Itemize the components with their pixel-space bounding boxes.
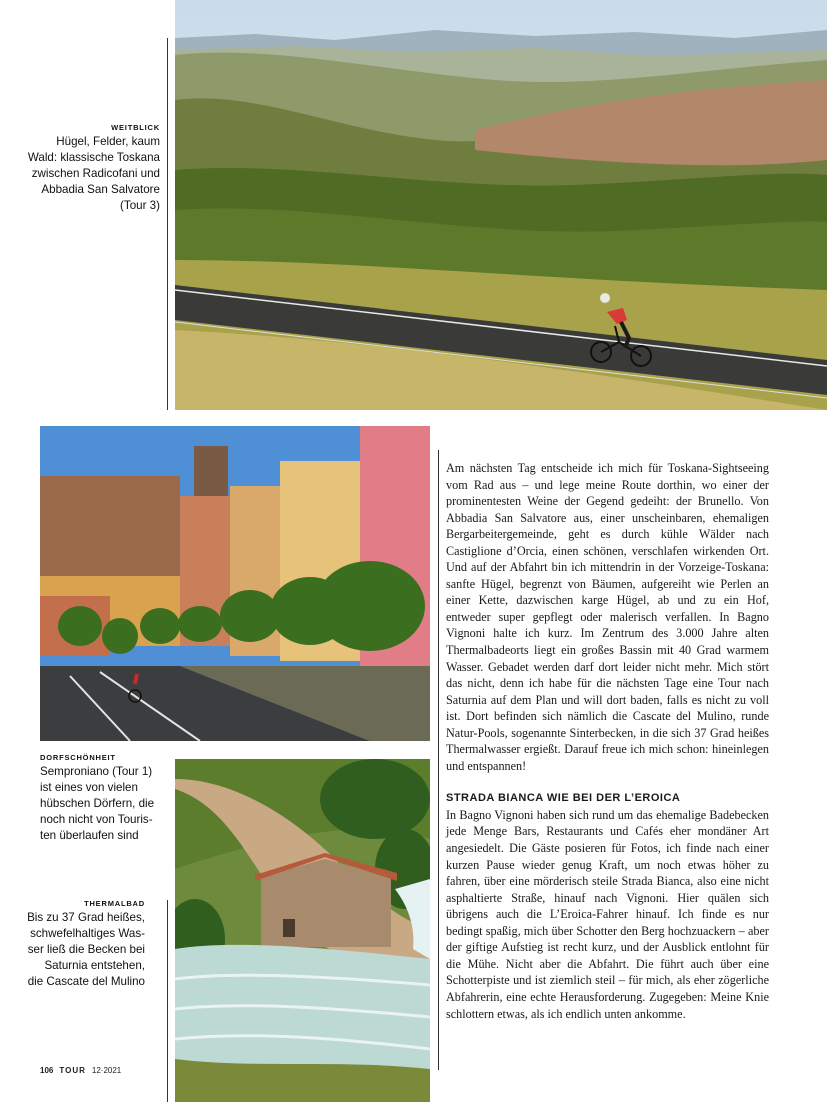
caption-line: Bis zu 37 Grad heißes, (27, 911, 145, 924)
caption-label: THERMALBAD (84, 899, 145, 908)
issue-date: 12·2021 (91, 1066, 122, 1075)
caption-line: ten überlaufen sind (40, 829, 139, 842)
caption-rule-weitblick (167, 38, 168, 410)
caption-label: WEITBLICK (111, 123, 160, 132)
article-paragraph: Am nächsten Tag entscheide ich mich für Toskana-Sightseeing vom Rad aus – und lege meine Route dorthin, wo einer der prominentesten Weine der Gegend gedeiht: der Brunello. Von Abbadia San Salvatore aus, einer unscheinbaren, ehemaligen Bergarbeitergemeinde, geht es durch kühle Wälder nach Castiglione d’Orcia, einen schönen, verschlafen wirkenden Ort. Und auf der Abfahrt bin ich mittendrin in der Vorzeige-Toskana: sanfte Hügel, begrenzt von Bäumen, aufgereiht wie Perlen an einer Kette, dazwischen karge Hügel, ab und zu ein Hof, entweder super gepflegt oder malerisch verfallen. In Bagno Vignoni halte ich kurz. Im Zentrum des 3.000 Jahre alten Thermalbadeorts liegt ein großes Bassin mit 40 Grad warmem Wasser. Gebadet werden darf dort leider nicht mehr. Mich stört das nicht, denn ich habe für die nächsten Tage eine Tour nach Saturnia auf dem Plan und will dort baden, falls es nicht zu voll ist. Dort befinden sich nämlich die Cascate del Mulino, runde Natur-Pools, sogenannte Sinterbecken, in die sich 37 Grad heißes Thermalwasser ergießt. Darauf freue ich mich schon: hineinlegen und entspannen! (446, 461, 769, 773)
article-rule (438, 450, 439, 1070)
caption-line: schwefelhaltiges Was- (30, 927, 145, 940)
caption-line: die Cascate del Mulino (27, 975, 145, 988)
caption-line: Hügel, Felder, kaum (56, 135, 160, 148)
caption-line: hübschen Dörfern, die (40, 797, 155, 810)
article-paragraph: In Bagno Vignoni haben sich rund um das ehemalige Badebecken jede Menge Bars, Restaurants und Cafés eher mondäner Art angesiedelt. Die Gäste posieren für Fotos, ich finde nach einer kurzen Pause wieder genug Kraft, um noch etwas höher zu fahren, über eine mörderisch steile Strada Bianca, also eine nicht asphaltierte Straße, hinauf nach Vignoni. Hier quälen sich übrigens auch die L’Eroica-Fahrer hinauf. Ich finde es nur bedingt spaßig, mich über Schotter den Berg hochzuackern – aber der giftige Aufstieg ist recht kurz, und der Ausblick entlohnt für die Mühe. Nicht aber die Abfahrt. Die führt auch über eine Schotterpiste und ist ziemlich steil – für mich, als eher zögerliche Abfahrerin, eine echte Herausforderung. Zugegeben: Meine Knie schlottern etwas, als ich endlich unten ankomme. (446, 807, 769, 1021)
caption-line: Abbadia San Salvatore (41, 183, 160, 196)
caption-line: Semproniano (Tour 1) (40, 765, 153, 778)
caption-line: ist eines von vielen (40, 781, 138, 794)
caption-line: zwischen Radicofani und (31, 167, 160, 180)
caption-dorfschoenheit (40, 753, 168, 844)
caption-weitblick (0, 123, 160, 214)
article-subheading: STRADA BIANCA WIE BEI DER L’EROICA (446, 792, 681, 805)
photo-village-street (40, 426, 430, 741)
caption-rule-thermalbad (167, 900, 168, 1102)
photo-thermal-baths (175, 759, 430, 1102)
caption-line: noch nicht von Touris- (40, 813, 153, 826)
article-body (446, 460, 769, 1022)
magazine-name: TOUR (59, 1066, 86, 1075)
caption-line: ser ließ die Becken bei (27, 943, 145, 956)
page-folio (40, 1066, 121, 1075)
caption-thermalbad (5, 899, 145, 990)
photo-tuscan-hills (175, 0, 827, 410)
caption-line: (Tour 3) (120, 199, 160, 212)
page-number: 106 (40, 1066, 54, 1075)
caption-line: Saturnia entstehen, (44, 959, 145, 972)
caption-line: Wald: klassische Toskana (27, 151, 160, 164)
caption-label: DORFSCHÖNHEIT (40, 753, 116, 762)
